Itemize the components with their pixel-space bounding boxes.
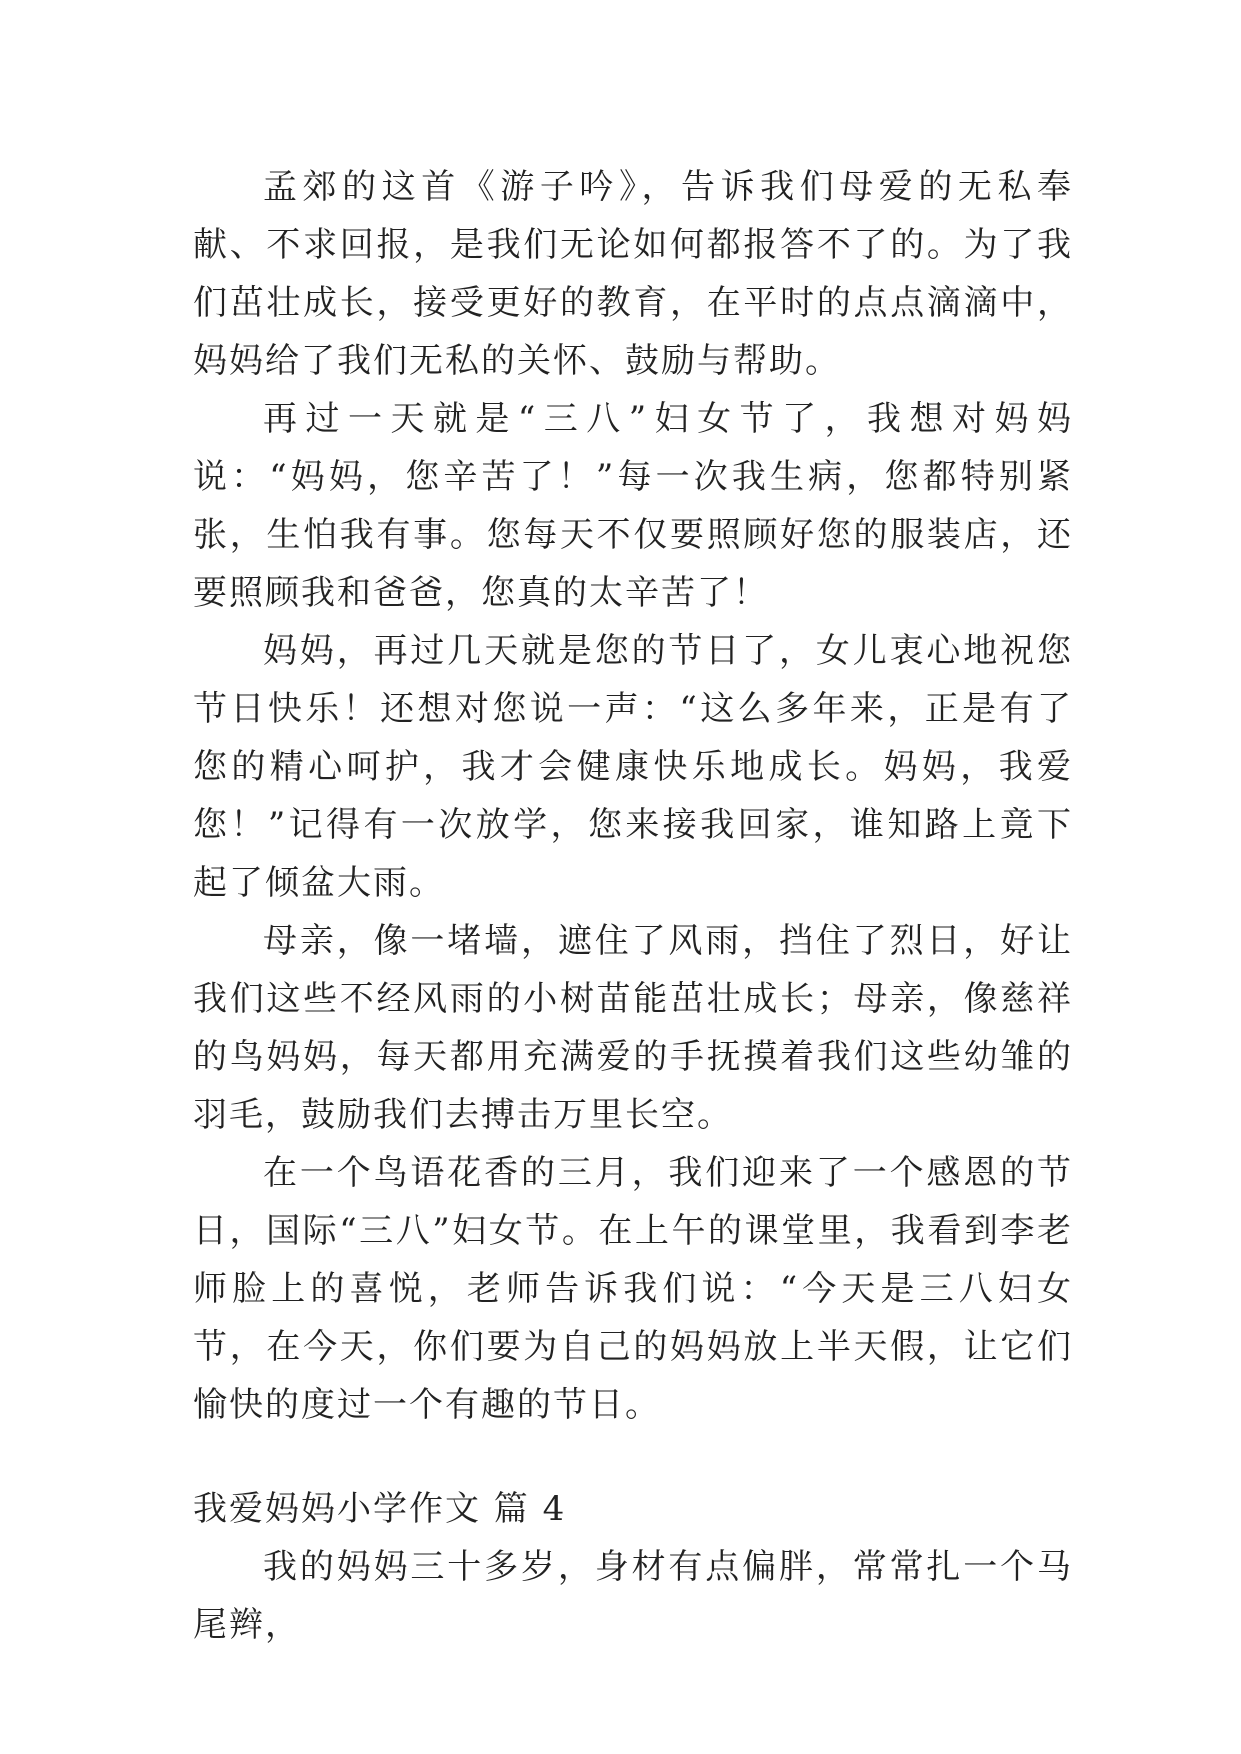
paragraph-5: 在一个鸟语花香的三月，我们迎来了一个感恩的节日，国际“三八”妇女节。在上午的课堂里，我看到李老师脸上的喜悦，老师告诉我们说：“今天是三八妇女节，在今天，你们要为自己的妈妈放上半天假，让它们愉快的度过一个有趣的节日。 xyxy=(193,1153,1073,1425)
section-heading: 我爱妈妈小学作文 篇 4 xyxy=(193,1489,567,1529)
paragraph-2: 再过一天就是“三八”妇女节了，我想对妈妈说：“妈妈，您辛苦了！”每一次我生病，您都特别紧张，生怕我有事。您每天不仅要照顾好您的服装店，还要照顾我和爸爸，您真的太辛苦了！ xyxy=(193,399,1073,613)
paragraph-1: 孟郊的这首《游子吟》，告诉我们母爱的无私奉献、不求回报，是我们无论如何都报答不了的。为了我们茁壮成长，接受更好的教育，在平时的点点滴滴中，妈妈给了我们无私的关怀、鼓励与帮助。 xyxy=(193,167,1073,381)
paragraph-4: 母亲，像一堵墙，遮住了风雨，挡住了烈日，好让我们这些不经风雨的小树苗能茁壮成长；母亲，像慈祥的鸟妈妈，每天都用充满爱的手抚摸着我们这些幼雏的羽毛，鼓励我们去搏击万里长空。 xyxy=(193,921,1073,1135)
section-paragraph: 我的妈妈三十多岁，身材有点偏胖，常常扎一个马尾辫， xyxy=(193,1547,1073,1645)
document-body xyxy=(193,158,1073,1654)
paragraph-3: 妈妈，再过几天就是您的节日了，女儿衷心地祝您节日快乐！还想对您说一声：“这么多年来，正是有了您的精心呵护，我才会健康快乐地成长。妈妈，我爱您！”记得有一次放学，您来接我回家，谁知路上竟下起了倾盆大雨。 xyxy=(193,631,1073,903)
